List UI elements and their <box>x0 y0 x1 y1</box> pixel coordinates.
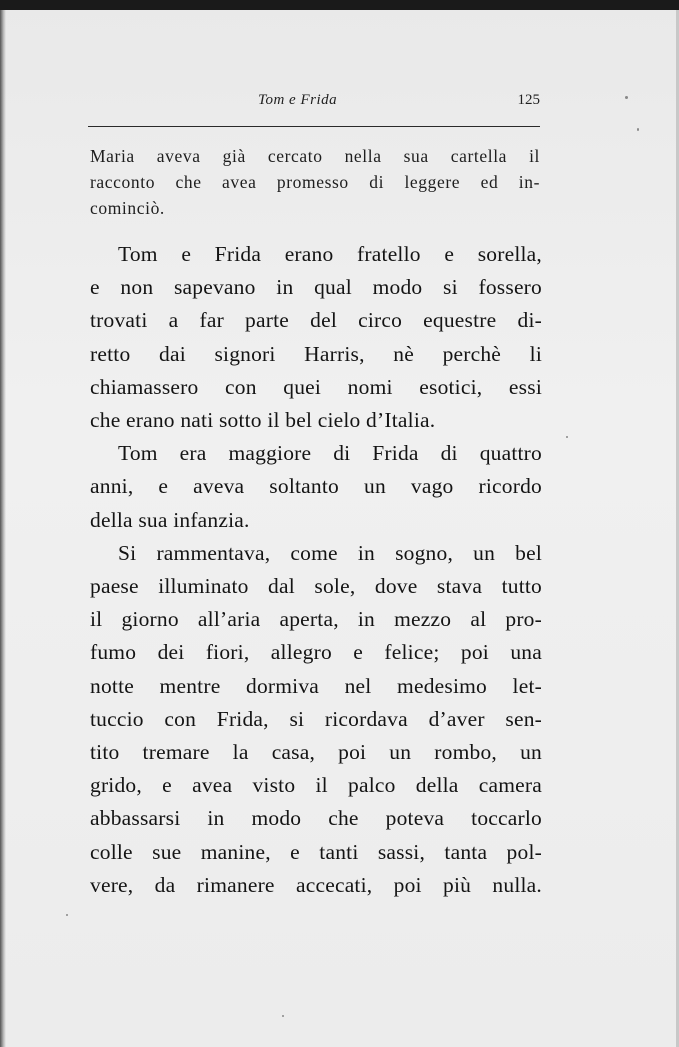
text-line: grido, e avea visto il palco della camera <box>90 773 542 798</box>
paper-speck <box>66 914 68 916</box>
intro-line: cominciò. <box>90 198 165 218</box>
text-line: Tom e Frida erano fratello e sorella, <box>118 242 542 266</box>
text-line: anni, e aveva soltanto un vago ricordo <box>90 474 542 499</box>
text-line: della sua infanzia. <box>90 507 250 532</box>
intro-paragraph <box>90 143 540 221</box>
text-line: il giorno all’aria aperta, in mezzo al pro- <box>90 607 542 632</box>
text-line: abbassarsi in modo che poteva toccarlo <box>90 806 542 831</box>
text-line: colle sue manine, e tanti sassi, tanta pol- <box>90 839 542 864</box>
text-line: retto dai signori Harris, nè perchè li <box>90 341 542 366</box>
running-title: Tom e Frida <box>258 92 338 108</box>
text-line: chiamassero con quei nomi esotici, essi <box>90 374 542 399</box>
text-line: Si rammentava, come in sogno, un bel <box>118 540 542 565</box>
text-line: fumo dei fiori, allegro e felice; poi una <box>90 640 542 665</box>
text-line: Tom era maggiore di Frida di quattro <box>118 441 542 466</box>
text-line: e non sapevano in qual modo si fossero <box>90 275 542 300</box>
scan-top-border <box>0 0 679 10</box>
intro-line: racconto che avea promesso di leggere ed in- <box>90 172 540 192</box>
paper-speck <box>282 1015 284 1017</box>
header-rule <box>88 126 540 127</box>
paper-speck <box>566 436 568 438</box>
text-line: tuccio con Frida, si ricordava d’aver sen- <box>90 706 542 731</box>
paper-speck <box>637 128 639 131</box>
text-line: paese illuminato dal sole, dove stava tutto <box>90 574 542 599</box>
binding-shadow <box>0 10 6 1047</box>
text-line: tito tremare la casa, poi un rombo, un <box>90 740 542 765</box>
paper-speck <box>625 96 628 99</box>
running-header <box>88 92 540 116</box>
page-number: 125 <box>517 92 540 108</box>
story-text <box>90 238 542 902</box>
intro-line: Maria aveva già cercato nella sua cartella il <box>90 146 540 166</box>
text-line: vere, da rimanere accecati, poi più nulla. <box>90 872 542 897</box>
text-line: notte mentre dormiva nel medesimo let- <box>90 673 542 698</box>
text-line: trovati a far parte del circo equestre di- <box>90 308 542 333</box>
text-line: che erano nati sotto il bel cielo d’Italia. <box>90 408 436 433</box>
